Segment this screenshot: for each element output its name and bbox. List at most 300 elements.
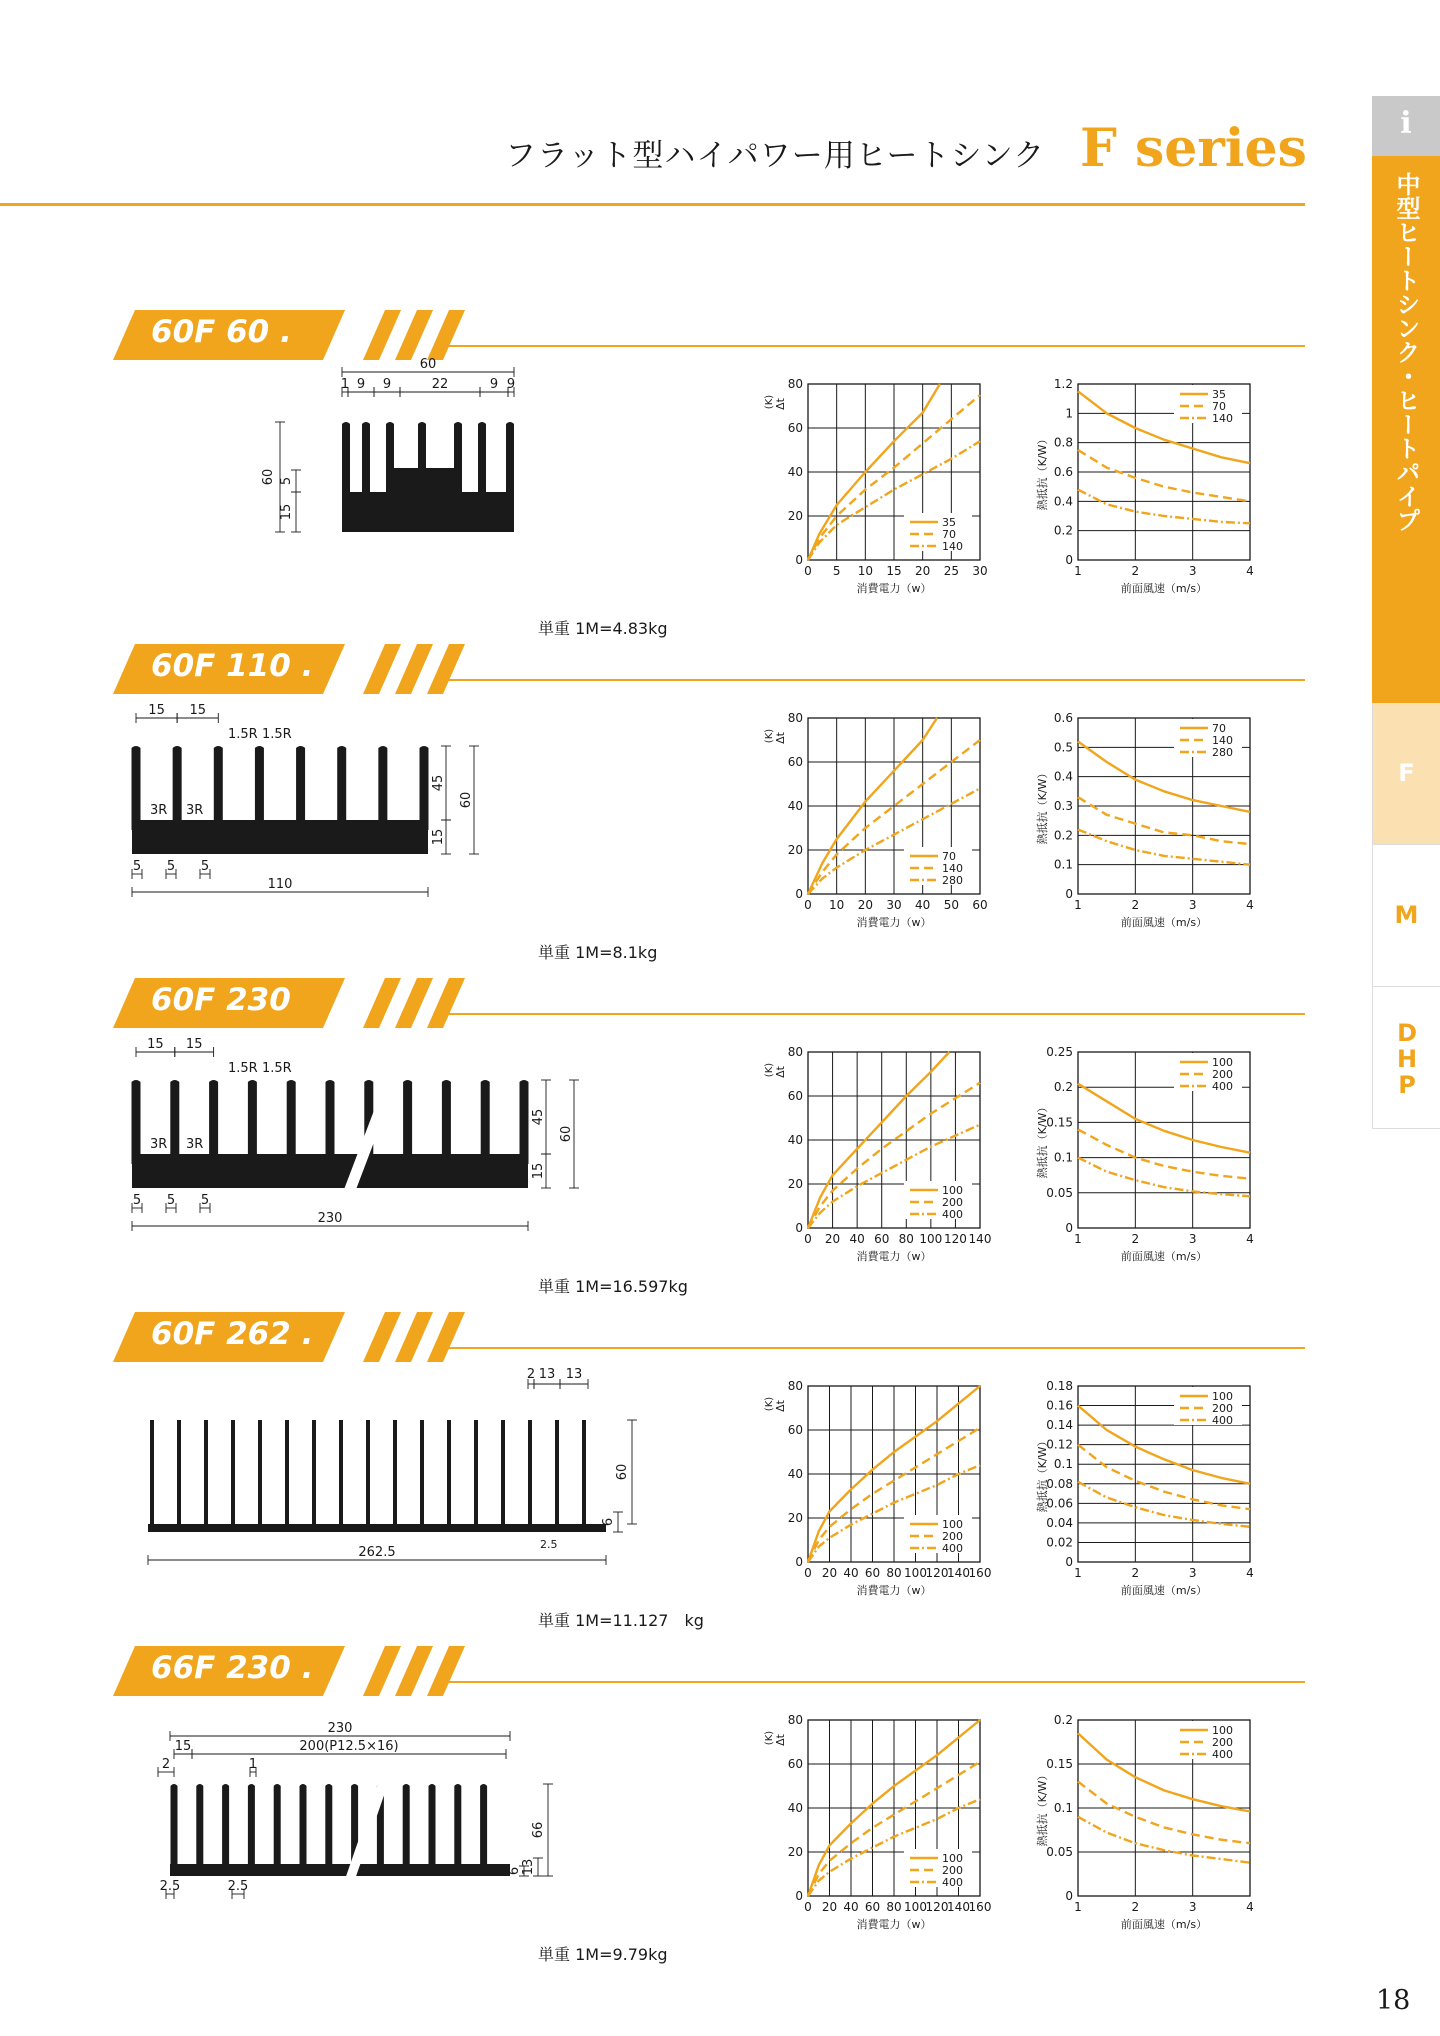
banner-stripe — [427, 644, 465, 694]
legend-label: 70 — [1212, 400, 1226, 413]
x-tick-label: 40 — [843, 1900, 859, 1914]
legend-label: 35 — [1212, 388, 1226, 401]
legend-label: 100 — [942, 1518, 963, 1531]
y-tick-label: 20 — [787, 509, 803, 523]
y-tick-label: 60 — [787, 1089, 803, 1103]
legend-label: 200 — [1212, 1736, 1233, 1749]
dimension-label: 6 — [601, 1517, 616, 1527]
y-tick-label: 40 — [787, 465, 803, 479]
legend-label: 200 — [942, 1864, 963, 1877]
heatsink-fin — [196, 1784, 203, 1876]
sidebar-item-dhp-label: DHP — [1393, 1018, 1422, 1097]
heatsink-fin — [248, 1784, 255, 1876]
banner-stripe — [395, 644, 433, 694]
dimension-label: 9 — [506, 377, 516, 392]
y-tick-label: 40 — [787, 1467, 803, 1481]
x-tick-label: 3 — [1188, 1900, 1197, 1914]
heatsink-fin — [177, 1420, 181, 1524]
x-tick-label: 160 — [968, 1566, 992, 1580]
dimension-label: 5 — [279, 476, 294, 486]
heatsink-fin — [378, 746, 387, 830]
heatsink-fin — [337, 746, 346, 830]
y-axis-unit: (K) — [764, 1730, 775, 1746]
banner-stripe — [395, 1646, 433, 1696]
y-tick-label: 60 — [787, 1757, 803, 1771]
product-banner — [113, 310, 463, 360]
legend-label: 100 — [1212, 1056, 1233, 1069]
y-tick-label: 0.14 — [1046, 1418, 1073, 1433]
dimension-label: 2.5 — [540, 1538, 558, 1551]
heatsink-fin — [231, 1420, 235, 1524]
heatsink-base — [170, 1864, 510, 1876]
dimension-label: 15 — [185, 1037, 203, 1052]
heatsink-fin — [173, 746, 182, 830]
y-tick-label: 40 — [787, 1801, 803, 1815]
banner-stripe — [427, 978, 465, 1028]
dimension-label-group — [531, 1109, 546, 1126]
y-axis-unit: (K) — [764, 1396, 775, 1412]
heatsink-fin — [403, 1784, 410, 1876]
y-tick-label: 0 — [1065, 1555, 1073, 1569]
banner-stripe — [363, 644, 401, 694]
power-chart — [760, 1364, 1000, 1614]
dimension-label: 230 — [317, 1211, 343, 1226]
product-banner — [113, 1646, 463, 1696]
y-tick-label: 0.05 — [1046, 1185, 1073, 1200]
banner-stripe — [363, 1646, 401, 1696]
dimension-label-group — [531, 1163, 546, 1180]
x-tick-label: 120 — [943, 1232, 967, 1246]
dimension-label: 5 — [200, 1193, 210, 1208]
x-tick-label: 3 — [1188, 898, 1197, 912]
dimension-label: 13 — [521, 1858, 536, 1876]
power-chart — [760, 696, 1000, 946]
heatsink-fin — [300, 1784, 307, 1876]
dimension-label: 5 — [200, 859, 210, 874]
x-tick-label: 80 — [886, 1900, 902, 1914]
legend-label: 280 — [942, 874, 963, 887]
y-axis-label: Δt — [774, 1066, 787, 1078]
dimension-label: 5 — [132, 859, 142, 874]
heatsink-fin — [132, 746, 141, 830]
legend-label: 140 — [1212, 734, 1233, 747]
y-tick-label: 0.4 — [1053, 769, 1073, 784]
heatsink-fin — [447, 1420, 451, 1524]
heatsink-fin — [296, 746, 305, 830]
y-axis-label-group — [1035, 1102, 1049, 1179]
heatsink-fin — [326, 1080, 335, 1164]
dimension-label: 15 — [174, 1739, 192, 1754]
x-tick-label: 4 — [1246, 564, 1254, 578]
x-tick-label: 50 — [943, 898, 959, 912]
dimension-label-group — [559, 1126, 574, 1143]
series-line — [1078, 490, 1250, 524]
product-name: 60F 110 . — [151, 648, 314, 684]
y-tick-label: 1.2 — [1053, 377, 1073, 391]
y-tick-label: 0.2 — [1053, 523, 1073, 538]
x-axis-label: 前面風速（m/s） — [1120, 916, 1208, 929]
y-tick-label: 0.6 — [1053, 711, 1073, 725]
heatsink-fin — [481, 1080, 490, 1164]
y-tick-label: 0 — [1065, 1889, 1073, 1903]
unit-weight: 単重 1M=11.127 kg — [538, 1611, 704, 1630]
dimension-label: 3R — [150, 1137, 168, 1152]
x-tick-label: 20 — [857, 898, 873, 912]
x-axis-label: 消費電力（w） — [856, 1250, 932, 1263]
heatsink-fin — [325, 1784, 332, 1876]
dimension-label-group — [531, 1822, 546, 1839]
x-tick-label: 0 — [804, 564, 812, 578]
dimension-label-group — [615, 1464, 630, 1481]
y-tick-label: 60 — [787, 755, 803, 769]
x-tick-label: 60 — [864, 1900, 881, 1914]
x-tick-label: 30 — [886, 898, 902, 912]
y-tick-label: 0.3 — [1053, 799, 1073, 813]
x-tick-label: 4 — [1246, 1566, 1254, 1580]
legend-label: 400 — [942, 1542, 963, 1555]
dimension-label: 15 — [148, 703, 165, 718]
sidebar-info-tab[interactable]: i — [1372, 96, 1440, 156]
y-tick-label: 0.08 — [1046, 1476, 1073, 1491]
heatsink-drawing — [110, 1364, 630, 1624]
x-tick-label: 100 — [919, 1232, 943, 1246]
banner-stripe — [395, 310, 433, 360]
y-axis-label: 熱抵抗（K/W） — [1036, 1101, 1049, 1179]
heatsink-fin — [339, 1420, 343, 1524]
legend-label: 70 — [1212, 722, 1226, 735]
y-axis-label-group — [764, 1397, 787, 1412]
x-tick-label: 2 — [1131, 1232, 1140, 1246]
x-axis-label: 消費電力（w） — [856, 1584, 932, 1597]
series-line — [1078, 797, 1250, 844]
x-tick-label: 10 — [857, 564, 873, 578]
banner-stripe — [395, 978, 433, 1028]
y-tick-label: 0.06 — [1046, 1496, 1073, 1511]
product-name: 60F 60 . — [151, 314, 292, 350]
product-section — [0, 1312, 1440, 1642]
legend-label: 35 — [942, 516, 956, 529]
dimension-label: 9 — [382, 377, 392, 392]
dimension-label: 2.5 — [227, 1879, 249, 1894]
section-rule — [447, 679, 1305, 681]
heatsink-fin — [480, 1784, 487, 1876]
y-axis-label: 熱抵抗（K/W） — [1036, 1435, 1049, 1513]
heatsink-center-block — [390, 468, 458, 498]
heatsink-fin — [520, 1080, 529, 1164]
section-rule — [447, 1347, 1305, 1349]
y-tick-label: 0 — [795, 1555, 803, 1569]
x-tick-label: 140 — [947, 1900, 970, 1914]
y-axis-unit: (K) — [764, 728, 775, 744]
x-tick-label: 0 — [804, 1232, 812, 1246]
dimension-label: 1 — [248, 1757, 258, 1772]
y-axis-label-group — [764, 729, 787, 744]
heatsink-fin — [582, 1420, 586, 1524]
dimension-label: 5 — [166, 1193, 176, 1208]
y-tick-label: 0.25 — [1046, 1045, 1073, 1059]
x-axis-label: 前面風速（m/s） — [1120, 1918, 1208, 1931]
heatsink-fin — [528, 1420, 532, 1524]
dimension-label: 60 — [459, 791, 474, 809]
x-tick-label: 30 — [972, 564, 988, 578]
y-tick-label: 0.15 — [1046, 1757, 1073, 1771]
banner-stripe — [363, 310, 401, 360]
x-tick-label: 25 — [943, 564, 959, 578]
y-tick-label: 1 — [1065, 406, 1073, 421]
series-line — [1078, 1445, 1250, 1510]
heatsink-fin — [312, 1420, 316, 1524]
dimension-label: 230 — [327, 1721, 353, 1736]
heatsink-fin — [258, 1420, 262, 1524]
heatsink-fin — [501, 1420, 505, 1524]
y-tick-label: 40 — [787, 799, 803, 813]
y-axis-label-group — [764, 1063, 787, 1078]
dimension-label-group — [261, 469, 276, 486]
dimension-label-group — [431, 775, 446, 792]
heatsink-drawing — [110, 1698, 550, 1958]
dimension-label-group — [279, 504, 294, 521]
heatsink-fin — [214, 746, 223, 830]
dimension-label: 2 — [526, 1367, 536, 1382]
product-name: 60F 230 — [151, 982, 291, 1018]
x-tick-label: 80 — [898, 1232, 914, 1246]
y-tick-label: 0 — [1065, 1221, 1073, 1235]
heatsink-fin — [255, 746, 264, 830]
dimension-label: 13 — [565, 1367, 583, 1382]
y-tick-label: 20 — [787, 1511, 803, 1525]
y-tick-label: 80 — [787, 1713, 803, 1727]
legend-label: 140 — [942, 540, 963, 553]
banner-stripe — [363, 1312, 401, 1362]
legend-label: 140 — [942, 862, 963, 875]
y-tick-label: 0.2 — [1053, 1713, 1073, 1727]
heatsink-fin — [420, 746, 429, 830]
dimension-label: 15 — [279, 503, 294, 521]
legend-label: 400 — [942, 1208, 963, 1221]
heatsink-fin — [274, 1784, 281, 1876]
legend-label: 280 — [1212, 746, 1233, 759]
y-tick-label: 0.8 — [1053, 435, 1073, 450]
dimension-label: 15 — [147, 1037, 164, 1052]
legend-label: 70 — [942, 528, 956, 541]
page-title: フラット型ハイパワー用ヒートシンク — [505, 138, 1046, 174]
legend-label: 100 — [942, 1852, 963, 1865]
y-tick-label: 0.16 — [1046, 1398, 1073, 1413]
x-tick-label: 1 — [1074, 898, 1082, 912]
heatsink-fin — [285, 1420, 289, 1524]
x-axis-label: 前面風速（m/s） — [1120, 582, 1208, 595]
x-tick-label: 20 — [915, 564, 931, 578]
legend-label: 100 — [1212, 1724, 1233, 1737]
y-axis-label-group — [764, 395, 787, 410]
legend-label: 200 — [942, 1196, 963, 1209]
y-tick-label: 20 — [787, 1177, 803, 1191]
dimension-label: 22 — [431, 377, 449, 392]
x-axis-label: 消費電力（w） — [856, 916, 932, 929]
legend-label: 400 — [1212, 1080, 1233, 1093]
y-axis-label-group — [1035, 434, 1049, 511]
x-axis-label: 前面風速（m/s） — [1120, 1584, 1208, 1597]
airflow-chart — [1030, 696, 1270, 946]
y-tick-label: 0.1 — [1053, 857, 1073, 872]
x-axis-label: 前面風速（m/s） — [1120, 1250, 1208, 1263]
y-axis-unit: (K) — [764, 1062, 775, 1078]
heatsink-fin — [442, 1080, 451, 1164]
dimension-label: 66 — [531, 1821, 546, 1839]
x-tick-label: 40 — [915, 898, 931, 912]
heatsink-fin — [366, 1420, 370, 1524]
power-chart — [760, 1698, 1000, 1948]
y-axis-label: 熱抵抗（K/W） — [1036, 433, 1049, 511]
y-tick-label: 0 — [795, 887, 803, 901]
sidebar-item-f[interactable]: F — [1372, 703, 1440, 845]
product-name: 60F 262 . — [151, 1316, 314, 1352]
x-tick-label: 2 — [1131, 1900, 1140, 1914]
x-tick-label: 140 — [968, 1232, 992, 1246]
legend-label: 100 — [1212, 1390, 1233, 1403]
y-axis-label: Δt — [774, 398, 787, 410]
dimension-label: 2 — [161, 1757, 171, 1772]
heatsink-fin — [403, 1080, 412, 1164]
x-tick-label: 40 — [843, 1566, 859, 1580]
y-tick-label: 0.05 — [1046, 1845, 1073, 1859]
y-tick-label: 80 — [787, 711, 803, 725]
dimension-label: 1.5R — [228, 727, 258, 742]
x-tick-label: 4 — [1246, 898, 1254, 912]
dimension-label: 3R — [150, 803, 168, 818]
legend-label: 140 — [1212, 412, 1233, 425]
y-tick-label: 0 — [1065, 553, 1073, 567]
dimension-label: 2.5 — [159, 1879, 181, 1894]
dimension-label-group — [507, 1867, 522, 1875]
dimension-label: 60 — [559, 1125, 574, 1143]
x-tick-label: 120 — [925, 1566, 949, 1580]
legend-label: 400 — [1212, 1414, 1233, 1427]
x-tick-label: 10 — [829, 898, 845, 912]
dimension-label: 9 — [356, 377, 366, 392]
y-tick-label: 0.1 — [1053, 1801, 1073, 1815]
heatsink-fin — [555, 1420, 559, 1524]
product-section — [0, 644, 1440, 974]
y-axis-unit: (K) — [764, 394, 775, 410]
dimension-label: 6 — [507, 1866, 522, 1876]
dimension-label: 1.5R — [262, 1061, 292, 1076]
x-tick-label: 80 — [886, 1566, 902, 1580]
dimension-label: 3R — [186, 803, 204, 818]
dimension-label-group — [521, 1859, 536, 1876]
dimension-label-group — [601, 1518, 616, 1526]
dimension-label: 1 — [340, 377, 350, 392]
y-tick-label: 0.02 — [1046, 1535, 1073, 1550]
section-rule — [447, 1681, 1305, 1683]
x-tick-label: 120 — [925, 1900, 949, 1914]
power-chart — [760, 362, 1000, 612]
x-tick-label: 60 — [864, 1566, 881, 1580]
product-section — [0, 978, 1440, 1308]
x-tick-label: 0 — [804, 1566, 812, 1580]
heatsink-drawing — [110, 696, 550, 956]
y-tick-label: 0.5 — [1053, 740, 1073, 755]
page-number: 18 — [1376, 1985, 1411, 2016]
x-tick-label: 15 — [886, 564, 902, 578]
legend-label: 200 — [942, 1530, 963, 1543]
y-tick-label: 0.04 — [1046, 1515, 1073, 1530]
dimension-label: 60 — [419, 357, 437, 372]
x-tick-label: 20 — [821, 1566, 838, 1580]
x-tick-label: 2 — [1131, 898, 1140, 912]
x-tick-label: 1 — [1074, 564, 1082, 578]
heatsink-fin — [454, 1784, 461, 1876]
heatsink-base — [148, 1524, 606, 1532]
banner-stripe — [427, 1312, 465, 1362]
y-axis-label: Δt — [774, 1734, 787, 1746]
heatsink-fin — [170, 1080, 179, 1164]
product-banner — [113, 978, 463, 1028]
dimension-label-group — [431, 829, 446, 846]
y-axis-label: Δt — [774, 1400, 787, 1412]
dimension-label-group — [279, 477, 294, 485]
section-rule — [447, 1013, 1305, 1015]
y-axis-label-group — [1035, 768, 1049, 845]
x-tick-label: 4 — [1246, 1900, 1254, 1914]
y-tick-label: 80 — [787, 1045, 803, 1059]
product-name: 66F 230 . — [151, 1650, 314, 1686]
heatsink-drawing — [110, 357, 550, 622]
y-tick-label: 0.12 — [1046, 1437, 1073, 1452]
y-tick-label: 60 — [787, 1423, 803, 1437]
dimension-label: 15 — [431, 828, 446, 846]
dimension-label-group — [459, 792, 474, 809]
sidebar-category-label[interactable]: 中型ヒートシンク・ヒートパイプ — [1372, 156, 1440, 703]
dimension-label: 262.5 — [358, 1545, 396, 1560]
y-tick-label: 0 — [795, 553, 803, 567]
dimension-label: 15 — [531, 1162, 546, 1180]
x-tick-label: 160 — [968, 1900, 992, 1914]
y-tick-label: 0.2 — [1053, 1080, 1073, 1095]
x-tick-label: 3 — [1188, 564, 1197, 578]
unit-weight: 単重 1M=4.83kg — [538, 619, 668, 638]
series-line — [1078, 830, 1250, 865]
heatsink-fin — [171, 1784, 178, 1876]
dimension-label: 200(P12.5×16) — [299, 1739, 399, 1754]
product-section — [0, 1646, 1440, 1976]
y-tick-label: 40 — [787, 1133, 803, 1147]
y-axis-label-group — [764, 1731, 787, 1746]
product-section — [0, 310, 1440, 640]
y-tick-label: 0.2 — [1053, 828, 1073, 843]
heatsink-fin — [204, 1420, 208, 1524]
x-tick-label: 1 — [1074, 1566, 1082, 1580]
y-tick-label: 0.4 — [1053, 494, 1073, 509]
y-tick-label: 80 — [787, 1379, 803, 1393]
x-tick-label: 40 — [849, 1232, 865, 1246]
y-tick-label: 0 — [795, 1221, 803, 1235]
banner-stripe — [363, 978, 401, 1028]
airflow-chart — [1030, 1698, 1270, 1948]
dimension-label: 5 — [132, 1193, 142, 1208]
airflow-chart — [1030, 362, 1270, 612]
legend-label: 70 — [942, 850, 956, 863]
y-tick-label: 0 — [795, 1889, 803, 1903]
y-axis-label-group — [1035, 1770, 1049, 1847]
y-axis-label: Δt — [774, 732, 787, 744]
heatsink-fin — [429, 1784, 436, 1876]
x-tick-label: 100 — [904, 1566, 927, 1580]
sidebar-item-m[interactable]: M — [1372, 845, 1440, 987]
y-tick-label: 0.1 — [1053, 1150, 1073, 1165]
heatsink-fin — [393, 1420, 397, 1524]
legend-label: 400 — [1212, 1748, 1233, 1761]
